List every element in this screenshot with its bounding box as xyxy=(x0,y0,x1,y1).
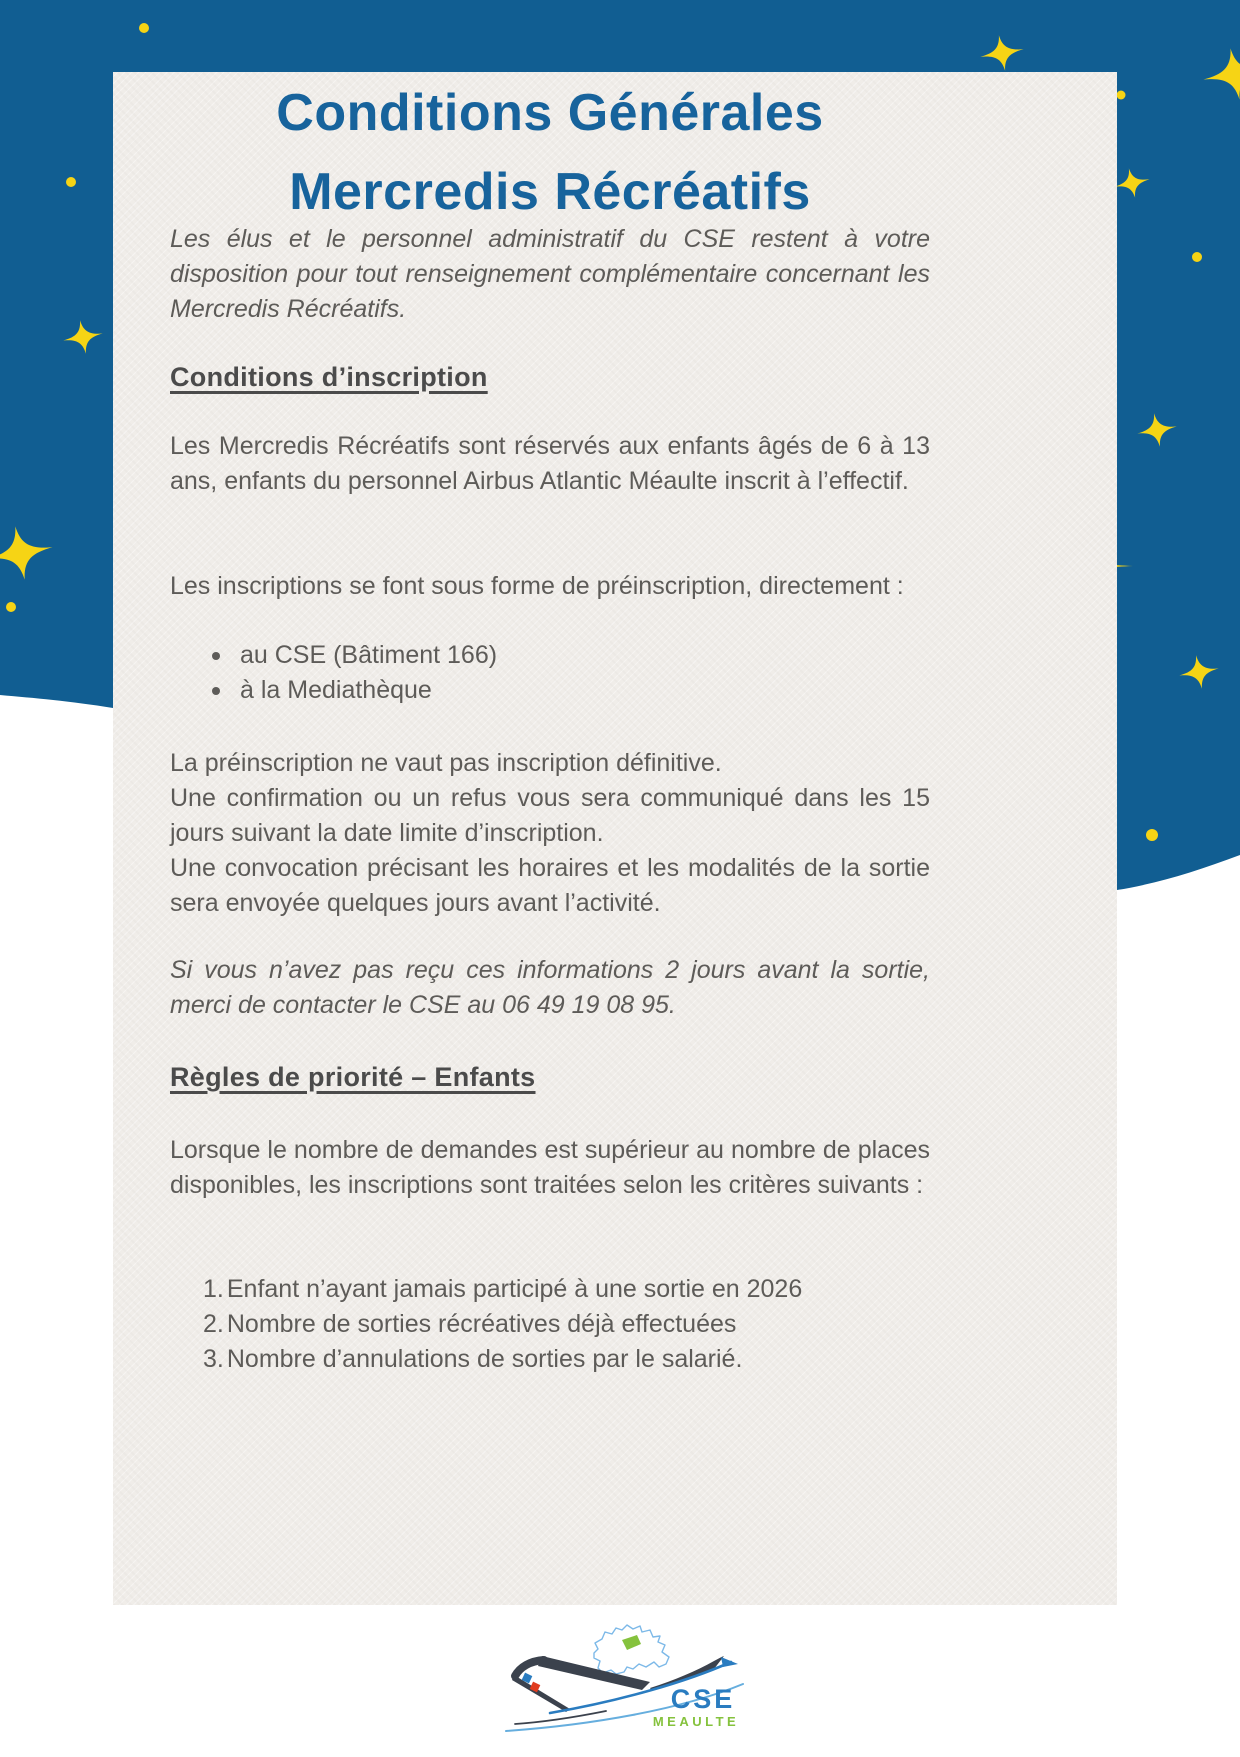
paragraph-eligibility: Les Mercredis Récréatifs sont réservés aux enfants âgés de 6 à 13 ans, enfants du personnel Airbus Atlantic Méaulte inscrit à l’effectif. xyxy=(170,432,930,495)
nose-stroke xyxy=(512,1675,570,1712)
star-dot-icon xyxy=(1192,252,1202,262)
paragraph-confirmation-group xyxy=(170,746,930,921)
list-item: Enfant n’ayant jamais participé à une sortie en 2026 xyxy=(226,1275,803,1303)
list-item: Nombre d’annulations de sorties par le salarié. xyxy=(226,1345,743,1373)
logo-site-name: MEAULTE xyxy=(652,1714,740,1729)
paragraph-priority: Lorsque le nombre de demandes est supérieur au nombre de places disponibles, les inscriptions sont traitées selon les critères suivants : xyxy=(170,1136,930,1199)
section-heading-inscription: Conditions d’inscription xyxy=(170,362,488,392)
list-item xyxy=(212,673,972,708)
wing-bar xyxy=(538,1656,650,1690)
cse-meaulte-logo xyxy=(490,1612,760,1752)
list-item: Nombre de sorties récréatives déjà effectuées xyxy=(226,1310,737,1338)
paragraph-convocation: Une convocation précisant les horaires et les modalités de la sortie sera envoyée quelques jours avant l’activité. xyxy=(170,854,930,917)
registration-places-list xyxy=(170,638,972,708)
section-heading-priorite: Règles de priorité – Enfants xyxy=(170,1062,536,1092)
title-line-2: Mercredis Récréatifs xyxy=(289,163,811,221)
star-dot-icon xyxy=(1117,91,1126,100)
page-title xyxy=(170,74,930,232)
logo-graphic xyxy=(490,1612,760,1752)
bullet-icon xyxy=(212,652,220,660)
intro-paragraph: Les élus et le personnel administratif du CSE restent à votre disposition pour tout renseignement complémentaire concernant les Mercredis Récréatifs. xyxy=(170,225,930,323)
list-item-label: à la Mediathèque xyxy=(240,676,432,704)
list-item-label: au CSE (Bâtiment 166) xyxy=(240,641,498,669)
star-dot-icon xyxy=(1146,829,1158,841)
star-dot-icon xyxy=(139,23,149,33)
star-dot-icon xyxy=(6,602,16,612)
map-marker xyxy=(622,1635,641,1650)
paragraph-registration: Les inscriptions se font sous forme de préinscription, directement : xyxy=(170,572,904,600)
contact-note: Si vous n’avez pas reçu ces informations 2 jours avant la sortie, merci de contacter le CSE au 06 49 19 08 95. xyxy=(170,956,930,1019)
list-item xyxy=(212,638,972,673)
logo-acronym: CSE xyxy=(670,1684,736,1714)
region-map-outline xyxy=(594,1625,669,1674)
title-line-1: Conditions Générales xyxy=(276,84,824,142)
paragraph-preinscription: La préinscription ne vaut pas inscription définitive. xyxy=(170,749,722,777)
bullet-icon xyxy=(212,687,220,695)
star-dot-icon xyxy=(66,177,76,187)
document-page xyxy=(113,72,1117,1605)
priority-criteria-list xyxy=(170,1272,963,1377)
paragraph-confirmation: Une confirmation ou un refus vous sera communiqué dans les 15 jours suivant la date limite d’inscription. xyxy=(170,784,930,847)
